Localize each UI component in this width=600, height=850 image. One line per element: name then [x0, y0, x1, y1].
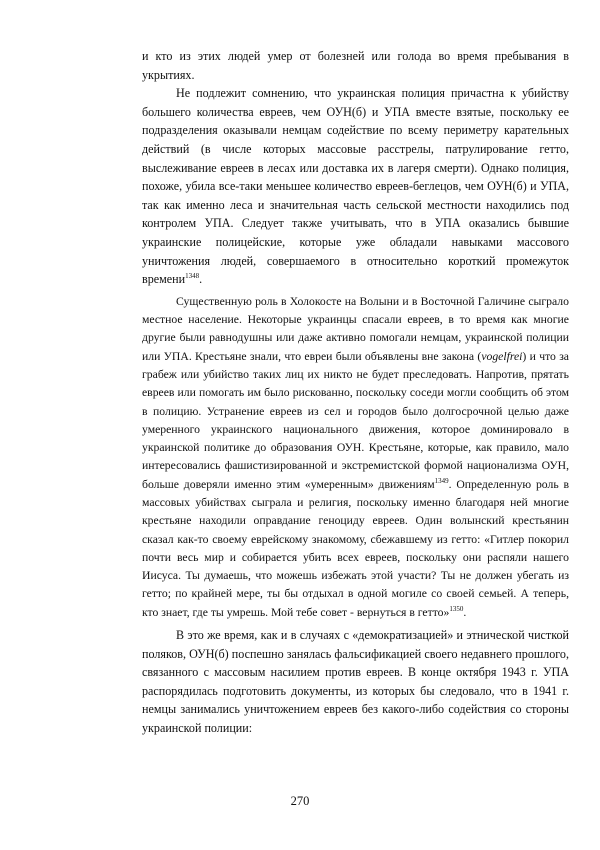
- text-body: [142, 47, 569, 738]
- text-run: Не подлежит сомнению, что украинская полиция причастна к убийству большего количества евреев, чем ОУН(б) и УПА вместе взятые, поскольку ее подразделения оказывали немцам содействие по всему периметру карательных действий (в числе которых массовые расстрелы, патрулирование гетто, выслеживание евреев в лесах или доставка их в лагеря смерти). Однако полиция, похоже, убила все-таки меньшее количество евреев-беглецов, чем ОУН(б) и УПА, так как именно леса и значительная часть сельской местности находились под контролем УПА. Следует также учитывать, что в УПА оказались бывшие украинские полицейские, которые уже обладали навыками массового уничтожения людей, совершаемого в относительно короткий промежуток времени: [142, 86, 569, 287]
- page-number: 270: [290, 794, 310, 808]
- text-run: .: [199, 272, 203, 287]
- footnote-ref: 1350: [449, 604, 464, 613]
- text-run: В это же время, как и в случаях с «демократизацией» и этнической чисткой поляков, ОУН(б) поспешно занялась фальсификацией своего недавнего прошлого, связанного с массовым насилием против евреев. В конце октября 1943 г. УПА распорядилась подготовить документы, из которых бы следовало, что в 1941 г. немцы занимались уничтожением евреев без какого-либо содействия со стороны украинской полиции:: [142, 628, 569, 736]
- italic-term: vogelfrei: [481, 349, 523, 363]
- paragraph: [142, 47, 569, 84]
- text-run: . Определенную роль в массовых убийствах сыграла и религия, поскольку именно благодаря ней многие крестьяне находили оправдание геноциду евреев. Один волынский крестьянин сказал как-то своему еврейскому знакомому, сбежавшему из гетто: «Гитлер покорил почти весь мир и собирается убить всех евреев, поскольку они распяли нашего Иисуса. Ты думаешь, что можешь избежать этой участи? Ты не должен убегать из гетто; по крайней мере, ты бы отдыхал в одной могиле со своей семьей. А теперь, кто знает, где ты умрешь. Мой тебе совет - вернуться в гетто»: [142, 477, 569, 619]
- paragraph: [142, 84, 569, 289]
- text-run: ) и что за грабеж или убийство таких лиц их никто не будет преследовать. Напротив, прятать евреев или помогать им было рискованно, поскольку соседи могли сообщить об этом в полицию. Устранение евреев из сел и городов было долгосрочной целью даже умеренного украинского национального движения, которое доминировало в украинской политике до образования ОУН. Крестьяне, которые, как правило, мало интересовались фашистизированной и экстремистской формой национализма ОУН, больше доверяли именно этим «умеренным» движениям: [142, 349, 569, 491]
- text-run: .: [463, 605, 467, 619]
- text-run: Существенную роль в Холокосте на Волыни и в Восточной Галичине сыграло местное население. Некоторые украинцы спасали евреев, в то время как многие другие были равнодушны или даже активно помогали немцам, украинской полиции или УПА. Крестьяне знали, что евреи были объявлены вне закона (: [142, 294, 569, 363]
- footnote-ref: 1349: [434, 476, 449, 485]
- paragraph: [142, 293, 569, 622]
- paragraph: [142, 626, 569, 738]
- text-run: и кто из этих людей умер от болезней или голода во время пребывания в укрытиях.: [142, 49, 569, 82]
- footnote-ref: 1348: [185, 272, 200, 281]
